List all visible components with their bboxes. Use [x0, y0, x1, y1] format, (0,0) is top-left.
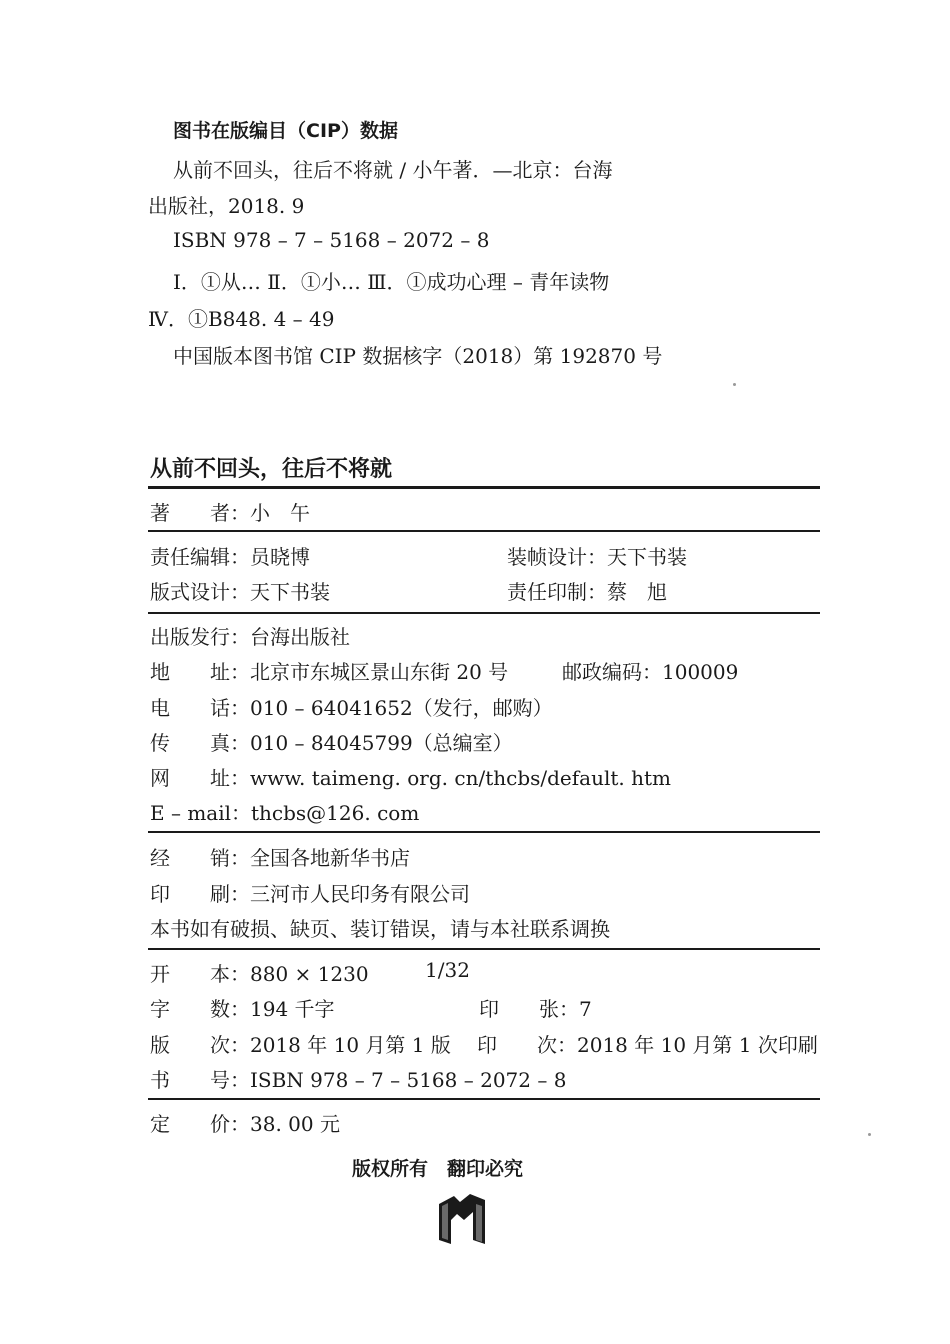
price-row	[150, 1108, 340, 1137]
author-value: 小 午	[250, 501, 310, 525]
price-label: 定 价：	[150, 1112, 250, 1136]
email-label: E – mail：	[150, 801, 251, 825]
words-value: 194 千字	[250, 997, 335, 1021]
edition-row	[150, 1029, 451, 1058]
sheets-label: 印 张：	[479, 997, 579, 1021]
layout-label: 版式设计：	[150, 580, 250, 604]
edition-value: 2018 年 10 月第 1 版	[250, 1033, 451, 1057]
format-row	[150, 958, 369, 987]
format-label: 开 本：	[150, 962, 250, 986]
fax-label: 传 真：	[150, 731, 250, 755]
words-row	[150, 993, 335, 1022]
printer-value: 三河市人民印务有限公司	[250, 882, 470, 906]
fax-value: 010 – 84045799（总编室）	[250, 731, 513, 755]
binding-row	[507, 541, 687, 570]
edition-label: 版 次：	[150, 1033, 250, 1057]
editor-value: 员晓博	[250, 545, 310, 569]
phone-value: 010 – 64041652（发行，邮购）	[250, 696, 553, 720]
publisher-logo-icon	[436, 1190, 488, 1248]
format-size: 1/32	[425, 958, 470, 982]
isbn-row	[150, 1064, 566, 1093]
address-row	[150, 656, 508, 685]
email-value[interactable]: thcbs@126. com	[251, 801, 420, 825]
rights-notice: 版权所有 翻印必究	[352, 1158, 524, 1180]
website-label: 网 址：	[150, 766, 250, 790]
isbn-label: 书 号：	[150, 1068, 250, 1092]
printer-row	[150, 878, 470, 907]
print-manager-value: 蔡 旭	[607, 580, 667, 604]
address-value: 北京市东城区景山东街 20 号	[250, 660, 509, 684]
isbn-value: ISBN 978 – 7 – 5168 – 2072 – 8	[250, 1068, 567, 1092]
divider	[148, 530, 820, 532]
postcode-value: 100009	[662, 660, 739, 684]
divider	[148, 831, 820, 833]
sheets-value: 7	[579, 997, 592, 1021]
distributor-row	[150, 842, 410, 871]
cip-line-5: Ⅳ．①B848. 4 – 49	[148, 307, 335, 331]
author-label: 著 者：	[150, 501, 250, 525]
cip-line-3: ISBN 978 – 7 – 5168 – 2072 – 8	[173, 228, 490, 252]
cip-line-2: 出版社，2018. 9	[148, 194, 305, 218]
layout-row	[150, 576, 330, 605]
cip-heading: 图书在版编目（CIP）数据	[173, 120, 398, 142]
editor-label: 责任编辑：	[150, 545, 250, 569]
format-value: 880 × 1230	[250, 962, 369, 986]
divider	[148, 612, 820, 614]
distributor-label: 经 销：	[150, 846, 250, 870]
fax-row	[150, 727, 513, 756]
phone-label: 电 话：	[150, 696, 250, 720]
scan-speck	[868, 1133, 871, 1136]
impression-row	[477, 1029, 818, 1058]
binding-value: 天下书装	[607, 545, 687, 569]
website-value[interactable]: www. taimeng. org. cn/thcbs/default. htm	[250, 766, 671, 790]
layout-value: 天下书装	[250, 580, 330, 604]
divider	[148, 1098, 820, 1100]
publisher-label: 出版发行：	[150, 625, 250, 649]
notice: 本书如有破损、缺页、装订错误，请与本社联系调换	[150, 917, 610, 941]
words-label: 字 数：	[150, 997, 250, 1021]
cip-line-6: 中国版本图书馆 CIP 数据核字（2018）第 192870 号	[173, 344, 663, 368]
binding-label: 装帧设计：	[507, 545, 607, 569]
printer-label: 印 刷：	[150, 882, 250, 906]
address-label: 地 址：	[150, 660, 250, 684]
divider	[148, 948, 820, 950]
publisher-value: 台海出版社	[250, 625, 350, 649]
distributor-value: 全国各地新华书店	[250, 846, 410, 870]
cip-line-1: 从前不回头，往后不将就 / 小午著．—北京：台海	[173, 158, 613, 182]
cip-line-4: Ⅰ．①从… Ⅱ．①小… Ⅲ．①成功心理 – 青年读物	[173, 270, 610, 294]
sheets-row	[479, 993, 592, 1022]
website-row	[150, 762, 671, 791]
impression-value: 2018 年 10 月第 1 次印刷	[577, 1033, 818, 1057]
divider	[148, 486, 820, 489]
postcode-label: 邮政编码：	[562, 660, 662, 684]
postcode-row	[562, 656, 738, 685]
scan-speck	[733, 383, 736, 386]
price-value: 38. 00 元	[250, 1112, 340, 1136]
editor-row	[150, 541, 310, 570]
author-row	[150, 497, 310, 526]
publisher-row	[150, 621, 350, 650]
print-manager-row	[507, 576, 667, 605]
email-row	[150, 797, 419, 826]
phone-row	[150, 692, 553, 721]
book-title: 从前不回头，往后不将就	[150, 457, 393, 482]
impression-label: 印 次：	[477, 1033, 577, 1057]
print-manager-label: 责任印制：	[507, 580, 607, 604]
